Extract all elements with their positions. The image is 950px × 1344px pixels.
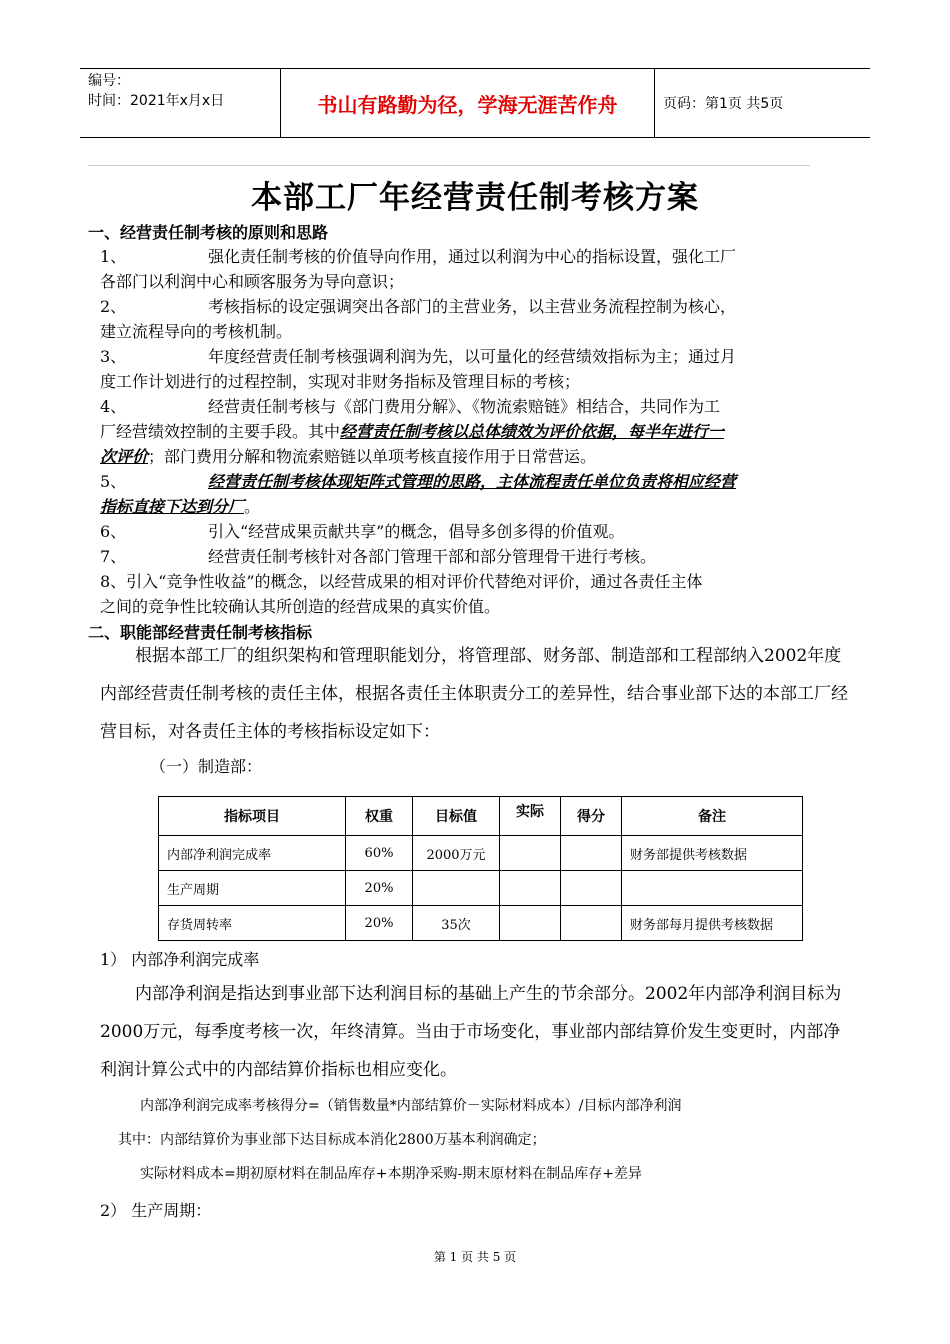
- table-cell: 存货周转率: [159, 906, 346, 941]
- list-item: 3、 年度经营责任制考核强调利润为先，以可量化的经营绩效指标为主；通过月 度工作计划进行的过程控制，实现对非财务指标及管理目标的考核；: [100, 347, 737, 391]
- table-row: [159, 871, 803, 906]
- number-label: 编号：: [88, 73, 130, 89]
- table-header-cell: 指标项目: [159, 797, 346, 836]
- table-header-row: [159, 797, 803, 836]
- table-header-cell: 实际: [500, 797, 561, 836]
- page-title: 本部工厂年经营责任制考核方案: [251, 180, 699, 216]
- table-header-cell: 权重: [346, 797, 413, 836]
- table-cell: [622, 871, 803, 906]
- table-cell: 内部净利润完成率: [159, 836, 346, 871]
- table-row: [159, 836, 803, 871]
- table-cell: [500, 836, 561, 871]
- formula-line: 内部净利润完成率考核得分=（销售数量*内部结算价－实际材料成本）/目标内部净利润: [140, 1098, 682, 1114]
- table-cell: [561, 836, 622, 871]
- table-cell: [561, 871, 622, 906]
- table-cell: 财务部提供考核数据: [622, 836, 803, 871]
- motto: 书山有路勤为径，学海无涯苦作舟: [280, 69, 655, 137]
- table-cell: 60%: [346, 836, 413, 871]
- document-header: [80, 68, 870, 138]
- table-cell: 20%: [346, 871, 413, 906]
- header-left-cell: [80, 69, 280, 139]
- table-cell: 20%: [346, 906, 413, 941]
- item2-heading: 2） 生产周期：: [100, 1201, 212, 1220]
- table-cell: 35次: [413, 906, 500, 941]
- list-item: 8、引入“竞争性收益”的概念，以经营成果的相对评价代替绝对评价，通过各责任主体 之间的竞争性比较确认其所创造的经营成果的真实价值。: [100, 572, 703, 616]
- item1-heading: 1） 内部净利润完成率: [100, 950, 260, 969]
- table-cell: [413, 871, 500, 906]
- item1-paragraph: 内部净利润是指达到事业部下达利润目标的基础上产生的节余部分。2002年内部净利润目标为2000万元，每季度考核一次，年终清算。当由于市场变化，事业部内部结算价发生变更时，内部净利润计算公式中的内部结算价指标也相应变化。: [100, 984, 842, 1080]
- table-header-cell: 备注: [622, 797, 803, 836]
- section2-heading: 二、职能部经营责任制考核指标: [88, 623, 313, 642]
- table-cell: 2000万元: [413, 836, 500, 871]
- section1-heading: 一、经营责任制考核的原则和思路: [88, 223, 329, 242]
- table-cell: 生产周期: [159, 871, 346, 906]
- formula-line: 实际材料成本=期初原材料在制品库存+本期净采购-期末原材料在制品库存+差异: [140, 1166, 642, 1182]
- table-cell: [500, 906, 561, 941]
- list-item: 2、 考核指标的设定强调突出各部门的主营业务，以主营业务流程控制为核心， 建立流程导向的考核机制。: [100, 297, 737, 341]
- indicator-table: [158, 796, 803, 941]
- section2-paragraph: 根据本部工厂的组织架构和管理职能划分，将管理部、财务部、制造部和工程部纳入2002年度内部经营责任制考核的责任主体，根据各责任主体职责分工的差异性，结合事业部下达的本部工厂经营目标，对各责任主体的考核指标设定如下：: [100, 646, 848, 742]
- table-row: [159, 906, 803, 941]
- list-item: 7、 经营责任制考核针对各部门管理干部和部分管理骨干进行考核。: [100, 547, 657, 566]
- time-label: 时间：2021年x月x日: [88, 93, 225, 109]
- table-header-cell: 得分: [561, 797, 622, 836]
- table-cell: 财务部每月提供考核数据: [622, 906, 803, 941]
- page-label: 页码：第1页 共5页: [663, 96, 784, 112]
- table-cell: [500, 871, 561, 906]
- divider: [88, 165, 810, 166]
- formula-line: 其中：内部结算价为事业部下达目标成本消化2800万基本利润确定；: [118, 1132, 546, 1148]
- table-header-cell: 目标值: [413, 797, 500, 836]
- sub-heading: （一）制造部：: [150, 757, 263, 776]
- table-cell: [561, 906, 622, 941]
- list-item: 6、 引入“经营成果贡献共享”的概念，倡导多创多得的价值观。: [100, 522, 625, 541]
- list-item: 5、 经营责任制考核体现矩阵式管理的思路，主体流程责任单位负责将相应经营 指标直接下达到分厂。: [100, 472, 737, 516]
- list-item: 1、 强化责任制考核的价值导向作用，通过以利润为中心的指标设置，强化工厂 各部门以利润中心和顾客服务为导向意识；: [100, 247, 737, 291]
- page-footer: 第 1 页 共 5 页: [433, 1250, 517, 1264]
- list-item: 4、 经营责任制考核与《部门费用分解》、《物流索赔链》相结合，共同作为工 厂经营绩效控制的主要手段。其中经营责任制考核以总体绩效为评价依据，每半年进行一 次评价；部门费用分解和物流索赔链以单项考核直接作用于日常营运。: [100, 397, 725, 466]
